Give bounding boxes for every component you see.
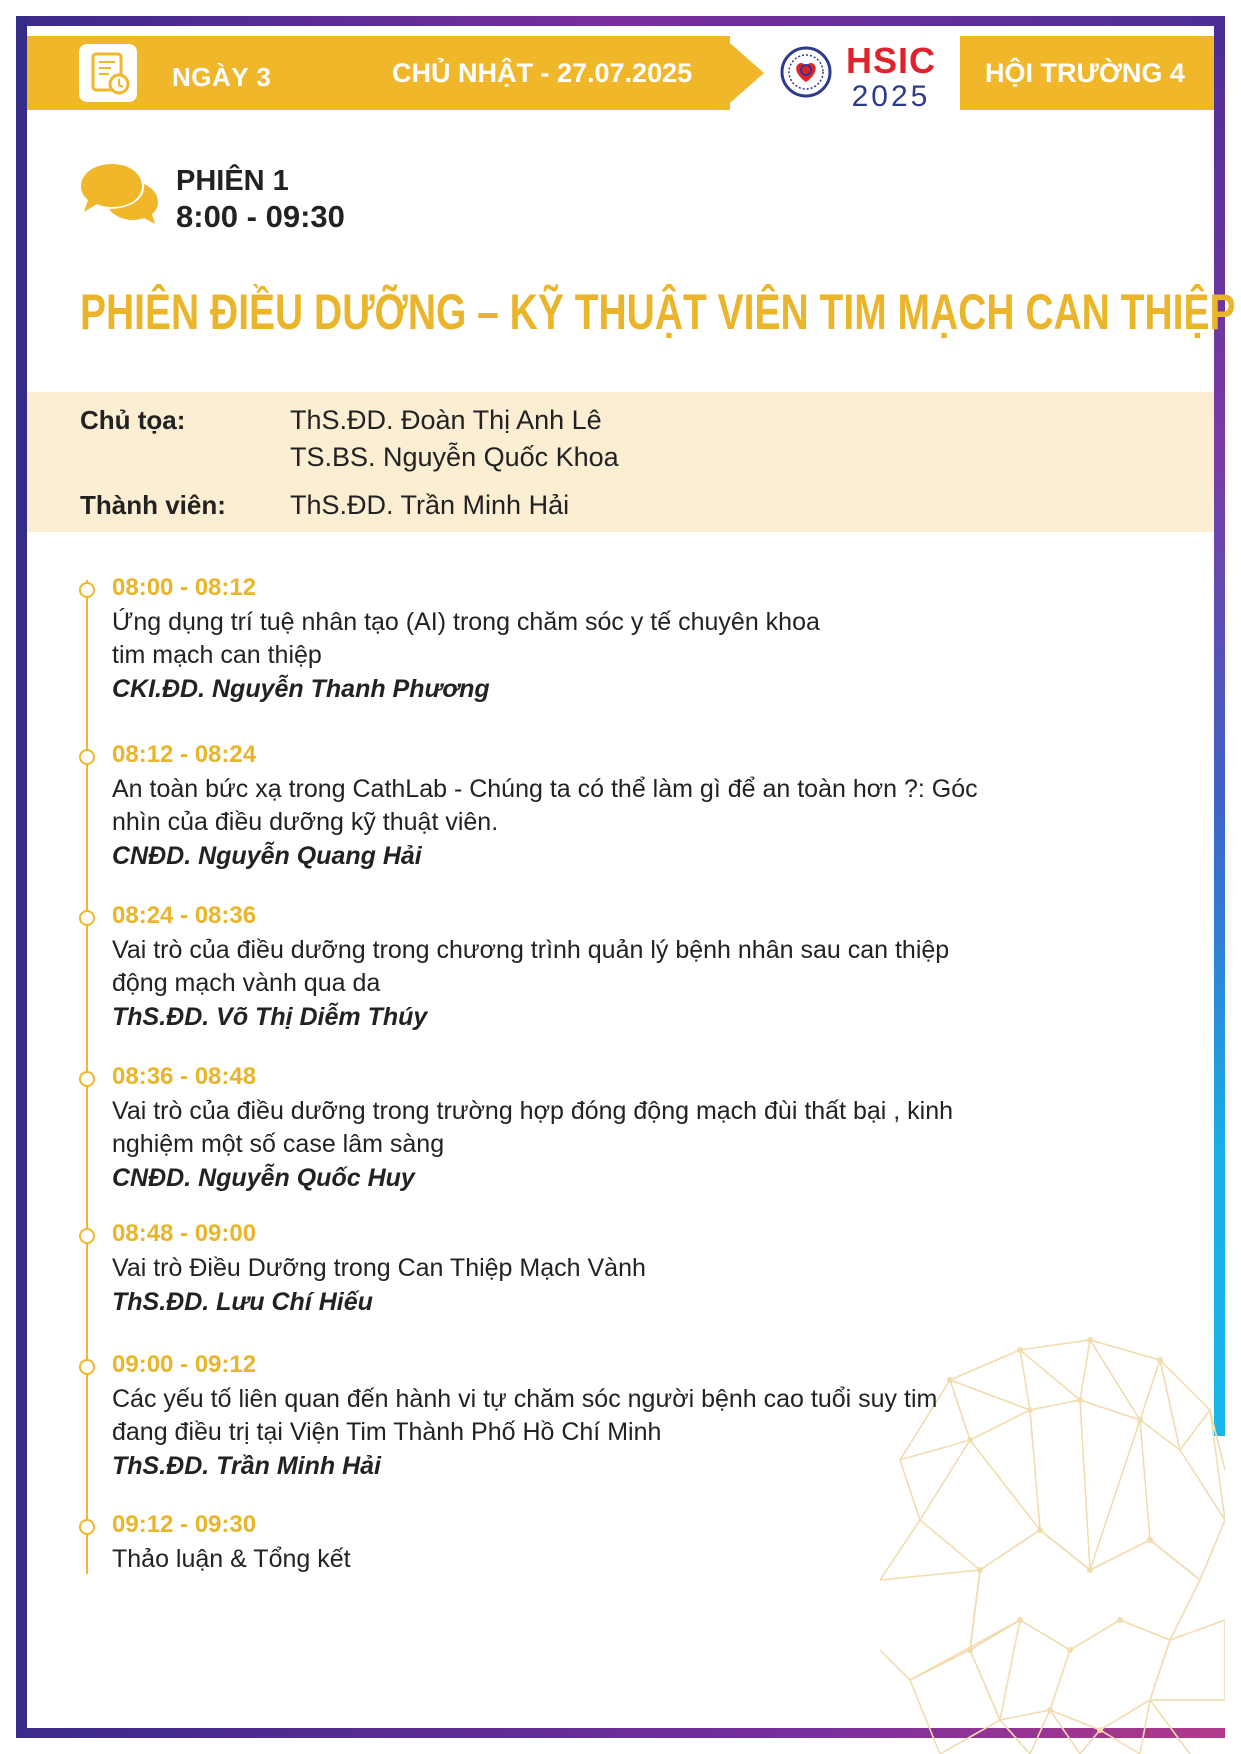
hsic-seal-logo: [780, 46, 832, 98]
agenda-time: 08:24 - 08:36: [112, 902, 257, 929]
timeline-dot: [79, 1071, 95, 1087]
member-name: ThS.ĐD. Trần Minh Hải: [290, 490, 570, 520]
logo-name: HSIC: [845, 40, 936, 81]
hsic-logo-text: [836, 40, 946, 114]
agenda-topic-line: Ứng dụng trí tuệ nhân tạo (AI) trong chăm sóc y tế chuyên khoa: [112, 608, 820, 636]
agenda-speaker: ThS.ĐD. Trần Minh Hải: [112, 1452, 381, 1480]
timeline-dot: [79, 1519, 95, 1535]
agenda-item: [112, 1349, 1124, 1483]
agenda-topic-line: Các yếu tố liên quan đến hành vi tự chăm sóc người bệnh cao tuổi suy tim: [112, 1385, 938, 1413]
session-time: 8:00 - 09:30: [176, 199, 345, 234]
agenda-topic-line: động mạch vành qua da: [112, 969, 381, 997]
chair-label: Chủ tọa:: [80, 405, 186, 435]
chair-name: TS.BS. Nguyễn Quốc Khoa: [290, 442, 619, 472]
agenda-topic-line: Thảo luận & Tổng kết: [112, 1545, 351, 1573]
agenda-item: [112, 572, 1124, 706]
session-label: PHIÊN 1: [176, 165, 289, 197]
agenda-speaker: CNĐD. Nguyễn Quốc Huy: [112, 1164, 415, 1192]
agenda-item: [112, 1061, 1124, 1195]
timeline-dot: [79, 1359, 95, 1375]
frame-top-border: [16, 16, 1225, 26]
timeline-dot: [79, 1228, 95, 1244]
agenda-item: [112, 1218, 1124, 1319]
agenda-item: [112, 739, 1124, 873]
timeline-dot: [79, 582, 95, 598]
agenda-topic-line: Vai trò của điều dưỡng trong chương trình quản lý bệnh nhân sau can thiệp: [112, 936, 950, 964]
agenda-topic-line: Vai trò Điều Dưỡng trong Can Thiệp Mạch Vành: [112, 1254, 646, 1282]
agenda-topic-line: An toàn bức xạ trong CathLab - Chúng ta có thể làm gì để an toàn hơn ?: Góc: [112, 775, 978, 803]
agenda-topic-line: nghiệm một số case lâm sàng: [112, 1130, 445, 1158]
agenda-speaker: ThS.ĐD. Lưu Chí Hiếu: [112, 1288, 373, 1316]
agenda-speaker: CKI.ĐD. Nguyễn Thanh Phương: [112, 675, 490, 703]
day-label: NGÀY 3: [172, 62, 272, 92]
agenda-item: [112, 900, 1124, 1034]
agenda-time: 09:12 - 09:30: [112, 1511, 257, 1538]
header-arrow-right: [722, 36, 764, 110]
member-label: Thành viên:: [80, 490, 226, 520]
logo-year: 2025: [851, 80, 931, 113]
agenda-time: 09:00 - 09:12: [112, 1351, 257, 1378]
agenda-time: 08:36 - 08:48: [112, 1063, 257, 1090]
timeline-dot: [79, 910, 95, 926]
agenda-time: 08:12 - 08:24: [112, 741, 257, 768]
agenda-speaker: ThS.ĐD. Võ Thị Diễm Thúy: [112, 1003, 428, 1031]
frame-right-border: [1214, 16, 1225, 1436]
agenda-item: [112, 1509, 1124, 1576]
agenda-topic-line: nhìn của điều dưỡng kỹ thuật viên.: [112, 808, 499, 836]
frame-left-border: [16, 16, 27, 1738]
date-label: CHỦ NHẬT - 27.07.2025: [392, 58, 693, 88]
timeline-dot: [79, 749, 95, 765]
agenda-time: 08:48 - 09:00: [112, 1220, 257, 1247]
agenda-topic-line: đang điều trị tại Viện Tim Thành Phố Hồ Chí Minh: [112, 1418, 662, 1446]
agenda-speaker: CNĐD. Nguyễn Quang Hải: [112, 842, 422, 870]
agenda-topic-line: Vai trò của điều dưỡng trong trường hợp đóng động mạch đùi thất bại , kinh: [112, 1097, 954, 1125]
agenda-time: 08:00 - 08:12: [112, 574, 257, 601]
calendar-clock-icon: [79, 44, 137, 102]
speech-bubbles-icon: [78, 160, 160, 230]
chair-name: ThS.ĐD. Đoàn Thị Anh Lê: [290, 405, 602, 435]
agenda-topic-line: tim mạch can thiệp: [112, 641, 322, 669]
hall-label: HỘI TRƯỜNG 4: [985, 58, 1185, 88]
session-title: PHIÊN ĐIỀU DƯỠNG – KỸ THUẬT VIÊN TIM MẠCH CAN THIỆP: [80, 284, 1236, 340]
